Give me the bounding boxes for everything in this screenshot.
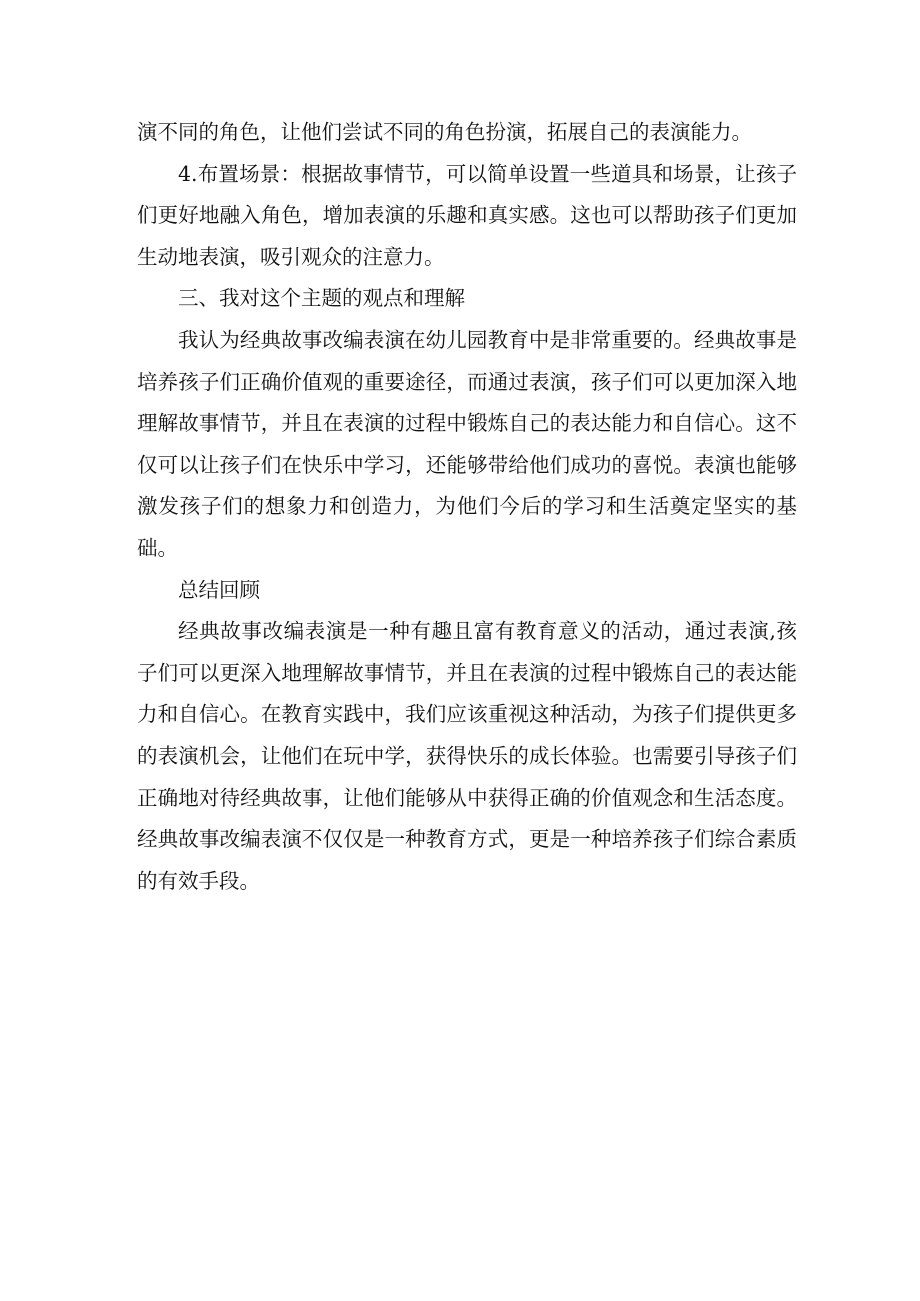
paragraph-summary: 经典故事改编表演是一种有趣且富有教育意义的活动，通过表演,孩子们可以更深入地理解故事情节，并且在表演的过程中锻炼自己的表达能力和自信心。在教育实践中，我们应该重视这种活动，为孩子们提供更多的表演机会，让他们在玩中学，获得快乐的成长体验。也需要引导孩子们正确地对待经典故事，让他们能够从中获得正确的价值观念和生活态度。经典故事改编表演不仅仅是一种教育方式，更是一种培养孩子们综合素质的有效手段。	[137, 619, 797, 893]
paragraph-continuation: 演不同的角色，让他们尝试不同的角色扮演，拓展自己的表演能力。	[137, 120, 752, 144]
section-heading-viewpoint: 三、我对这个主题的观点和理解	[178, 286, 465, 311]
paragraph-viewpoint: 我认为经典故事改编表演在幼儿园教育中是非常重要的。经典故事是培养孩子们正确价值观的重要途径，而通过表演，孩子们可以更加深入地理解故事情节，并且在表演的过程中锻炼自己的表达能力和自信心。这不仅可以让孩子们在快乐中学习，还能够带给他们成功的喜悦。表演也能够激发孩子们的想象力和创造力，为他们今后的学习和生活奠定坚实的基础。	[137, 327, 797, 560]
document-body	[137, 112, 797, 902]
paragraph-set-scene: 4.布置场景：根据故事情节，可以简单设置一些道具和场景，让孩子们更好地融入角色，增加表演的乐趣和真实感。这也可以帮助孩子们更加生动地表演，吸引观众的注意力。	[137, 161, 797, 269]
section-heading-summary: 总结回顾	[178, 577, 260, 602]
